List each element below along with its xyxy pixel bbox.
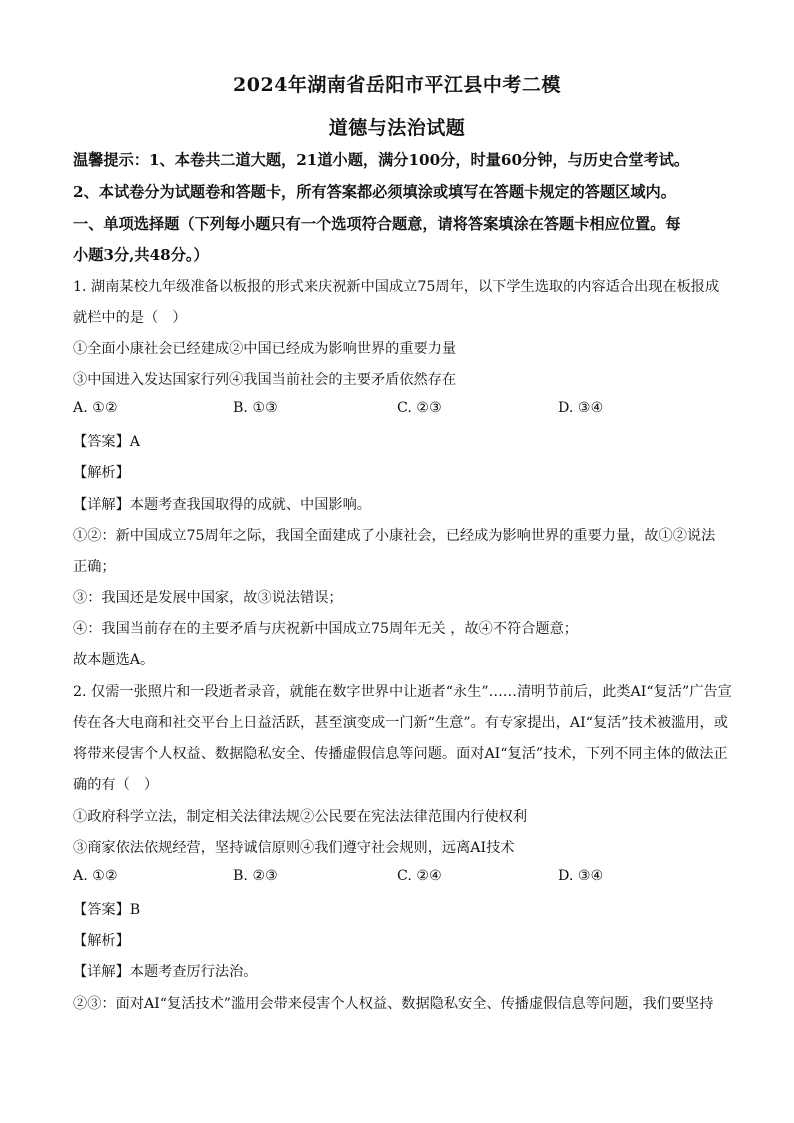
q1-stem-line-2: 就栏中的是（ ） xyxy=(73,310,187,326)
q2-item-line-1: ①政府科学立法，制定相关法律法规②公民要在宪法法律范围内行使权利 xyxy=(73,809,528,825)
q2-stem-line-1: 2. 仅需一张照片和一段逝者录音，就能在数字世界中让逝者“永生”……清明节前后，此类AI“复活”广告宣 xyxy=(73,684,732,700)
q2-option-d: D. ③④ xyxy=(558,868,604,884)
q1-stem-line-1: 1. 湖南某校九年级准备以板报的形式来庆祝新中国成立75周年，以下学生选取的内容适合出现在板报成 xyxy=(73,279,720,295)
q2-stem-line-4: 确的有（ ） xyxy=(73,777,159,793)
q2-option-b: B. ②③ xyxy=(233,868,278,884)
exam-subtitle: 道德与法治试题 xyxy=(328,117,466,139)
q1-explanation-line-3: ③：我国还是发展中国家，故③说法错误； xyxy=(73,590,343,606)
q2-item-line-2: ③商家依法依规经营，坚持诚信原则④我们遵守社会规则，远离AI技术 xyxy=(73,840,515,856)
q1-detail: 【详解】本题考查我国取得的成就、中国影响。 xyxy=(73,497,371,513)
q1-option-a: A. ①② xyxy=(73,400,118,416)
notice-line-2: 2、本试卷分为试题卷和答题卡，所有答案都必须填涂或填写在答题卡规定的答题区域内。 xyxy=(73,183,676,201)
q2-option-c: C. ②④ xyxy=(397,868,442,884)
q2-stem-line-3: 将带来侵害个人权益、数据隐私安全、传播虚假信息等问题。面对AI“复活”技术，下列不同主体的做法正 xyxy=(73,746,728,762)
q1-option-d: D. ③④ xyxy=(558,400,604,416)
q1-explanation-line-4: ④：我国当前存在的主要矛盾与庆祝新中国成立75周年无关 ，故④不符合题意； xyxy=(73,621,578,637)
q2-explanation-line-1: ②③：面对AI“复活技术”滥用会带来侵害个人权益、数据隐私安全、传播虚假信息等问题，我们要坚持 xyxy=(73,996,714,1012)
q1-conclusion: 故本题选A。 xyxy=(73,652,155,668)
notice-line-1: 温馨提示：1、本卷共二道大题，21道小题，满分100分，时量60分钟，与历史合堂考试。 xyxy=(73,151,690,169)
section-heading-line-2: 小题3分,共48分。） xyxy=(73,246,209,264)
section-heading-line-1: 一、单项选择题（下列每小题只有一个选项符合题意，请将答案填涂在答题卡相应位置。每 xyxy=(73,215,681,233)
q2-stem-line-2: 传在各大电商和社交平台上日益活跃，甚至演变成一门新“生意”。有专家提出，AI“复活”技术被滥用，或 xyxy=(73,715,728,731)
q2-option-a: A. ①② xyxy=(73,868,118,884)
q1-answer: 【答案】A xyxy=(73,434,140,450)
q1-item-line-2: ③中国进入发达国家行列④我国当前社会的主要矛盾依然存在 xyxy=(73,372,457,388)
q1-explanation-line-2: 正确； xyxy=(73,559,116,575)
q1-option-c: C. ②③ xyxy=(397,400,442,416)
exam-title: 2024年湖南省岳阳市平江县中考二模 xyxy=(233,74,561,96)
q1-option-b: B. ①③ xyxy=(233,400,278,416)
q1-analysis-label: 【解析】 xyxy=(73,465,130,481)
q2-analysis-label: 【解析】 xyxy=(73,933,130,949)
q2-answer: 【答案】B xyxy=(73,902,141,918)
q2-detail: 【详解】本题考查厉行法治。 xyxy=(73,964,258,980)
q1-item-line-1: ①全面小康社会已经建成②中国已经成为影响世界的重要力量 xyxy=(73,341,457,357)
q1-explanation-line-1: ①②：新中国成立75周年之际，我国全面建成了小康社会，已经成为影响世界的重要力量，故①②说法 xyxy=(73,528,716,544)
